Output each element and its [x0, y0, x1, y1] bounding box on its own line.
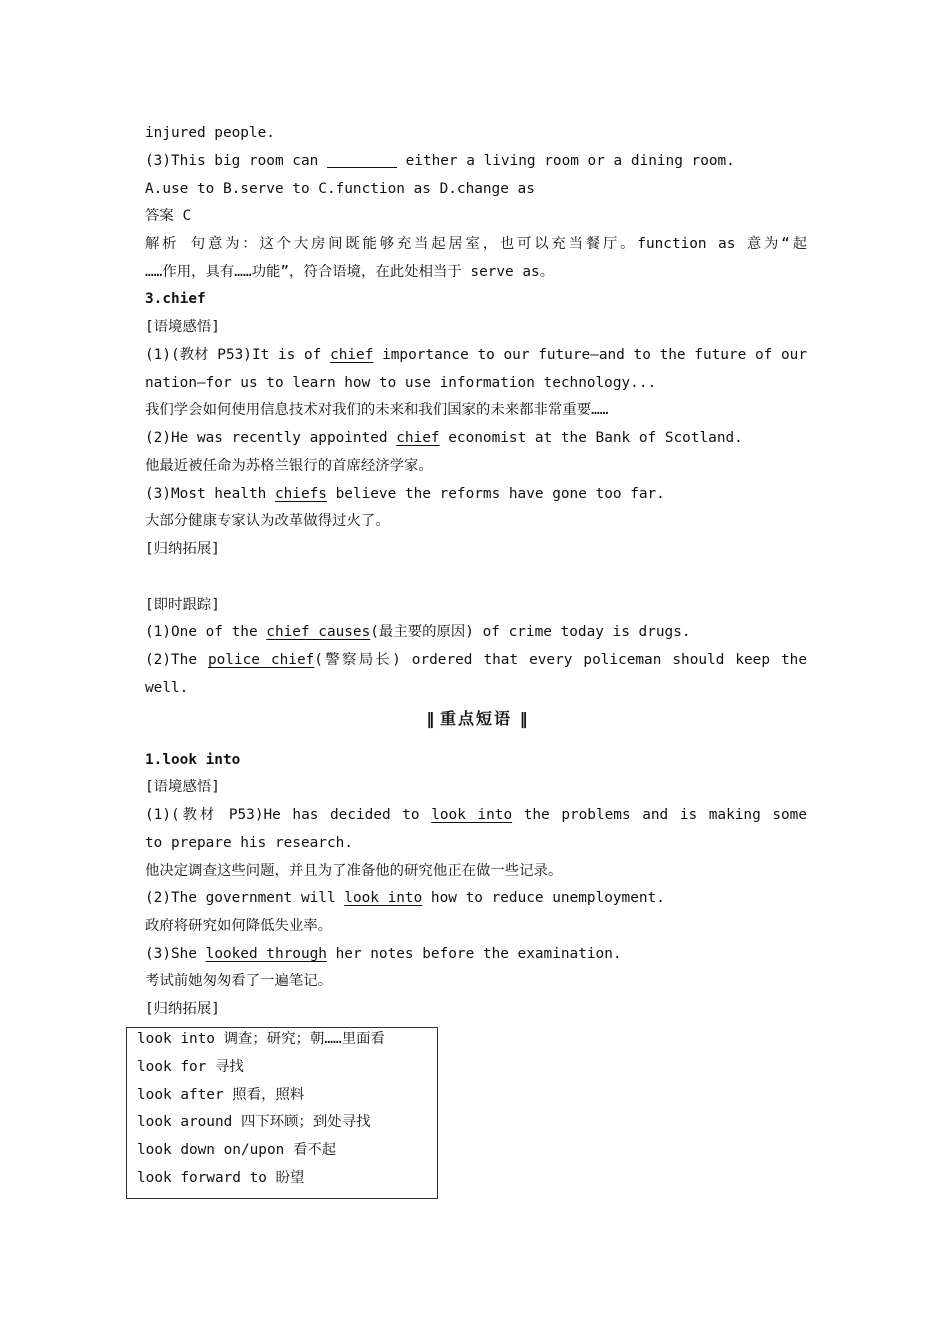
text-fragment: believe the reforms have gone too far.: [326, 486, 665, 502]
underlined-word: looked through: [205, 946, 327, 962]
phrase-item: look into 调查；研究；朝……里面看: [137, 1031, 385, 1047]
explanation-line: 解析 句意为：这个大房间既能够充当起居室，也可以充当餐厅。function as 意为“起: [145, 236, 807, 252]
text-fragment: (3)She: [145, 946, 206, 962]
example-line: [145, 341, 807, 369]
example-line: [145, 480, 807, 508]
translation-line: 他决定调查这些问题，并且为了准备他的研究他正在做一些记录。: [145, 863, 563, 879]
example-line: nation—for us to learn how to use information technology...: [145, 375, 657, 391]
text-fragment: economist at the Bank of Scotland.: [439, 430, 743, 446]
answer-options: A.use to B.serve to C.function as D.change as: [145, 181, 535, 197]
practice-line: well.: [145, 680, 189, 696]
translation-line: 大部分健康专家认为改革做得过火了。: [145, 513, 390, 529]
answer-line: 答案 C: [145, 208, 192, 224]
text-fragment: (1)(教材 P53)It is of: [145, 347, 331, 363]
text-line: injured people.: [145, 125, 275, 141]
underlined-word: chief: [330, 347, 374, 363]
heading-bar-right: ‖: [519, 709, 526, 728]
phrase-item: look forward to 盼望: [137, 1170, 305, 1186]
question-line: [145, 147, 807, 175]
text-fragment: her notes before the examination.: [326, 946, 622, 962]
explanation-line: ……作用，具有……功能”，符合语境，在此处相当于 serve as。: [145, 264, 555, 280]
translation-line: 考试前她匆匆看了一遍笔记。: [145, 973, 333, 989]
example-line: [145, 940, 807, 968]
translation-line: 政府将研究如何降低失业率。: [145, 918, 333, 934]
text-fragment: (警察局长) ordered that every policeman should keep the: [314, 652, 807, 668]
example-line: [145, 884, 807, 912]
phrase-summary-box: [126, 1027, 438, 1199]
text-fragment: (3)Most health: [145, 486, 275, 502]
example-line: [145, 801, 807, 829]
section-heading: [145, 704, 807, 734]
section-label: [归纳拓展]: [145, 1001, 220, 1017]
translation-line: 我们学会如何使用信息技术对我们的未来和我们国家的未来都非常重要……: [145, 402, 609, 418]
text-fragment: (2)The: [145, 652, 208, 668]
practice-line: [145, 646, 807, 674]
text-fragment: (1)(教材 P53)He has decided to: [145, 807, 432, 823]
underlined-word: chiefs: [274, 486, 327, 502]
underlined-word: look into: [344, 890, 423, 906]
phrase-title: 1.look into: [145, 752, 241, 768]
text-fragment: either a living room or a dining room.: [396, 153, 735, 169]
underlined-word: look into: [431, 807, 513, 823]
phrase-item: look for 寻找: [137, 1059, 244, 1075]
underlined-word: chief: [396, 430, 440, 446]
text-fragment: importance to our future—and to the future of our: [373, 347, 807, 363]
section-label: [即时跟踪]: [145, 597, 220, 613]
section-label: [语境感悟]: [145, 779, 220, 795]
example-line: to prepare his research.: [145, 835, 353, 851]
text-fragment: (2)He was recently appointed: [145, 430, 397, 446]
section-label: [归纳拓展]: [145, 541, 220, 557]
underlined-word: chief causes: [266, 624, 371, 640]
text-fragment: (2)The government will: [145, 890, 345, 906]
text-fragment: the problems and is making some: [523, 807, 807, 823]
heading-text: 重点短语: [439, 709, 512, 728]
underlined-word: police chief: [207, 652, 315, 668]
phrase-item: look after 照看，照料: [137, 1087, 305, 1103]
section-label: [语境感悟]: [145, 319, 220, 335]
text-fragment: (1)One of the: [145, 624, 267, 640]
example-line: [145, 424, 807, 452]
translation-line: 他最近被任命为苏格兰银行的首席经济学家。: [145, 458, 433, 474]
practice-line: [145, 618, 807, 646]
heading-bar-left: ‖: [426, 709, 433, 728]
phrase-item: look down on/upon 看不起: [137, 1142, 337, 1158]
phrase-item: look around 四下环顾；到处寻找: [137, 1114, 371, 1130]
word-title: 3.chief: [145, 291, 206, 307]
fill-blank: [327, 151, 397, 168]
text-fragment: how to reduce unemployment.: [422, 890, 665, 906]
text-fragment: (最主要的原因) of crime today is drugs.: [370, 624, 691, 640]
text-fragment: (3)This big room can: [145, 153, 327, 169]
